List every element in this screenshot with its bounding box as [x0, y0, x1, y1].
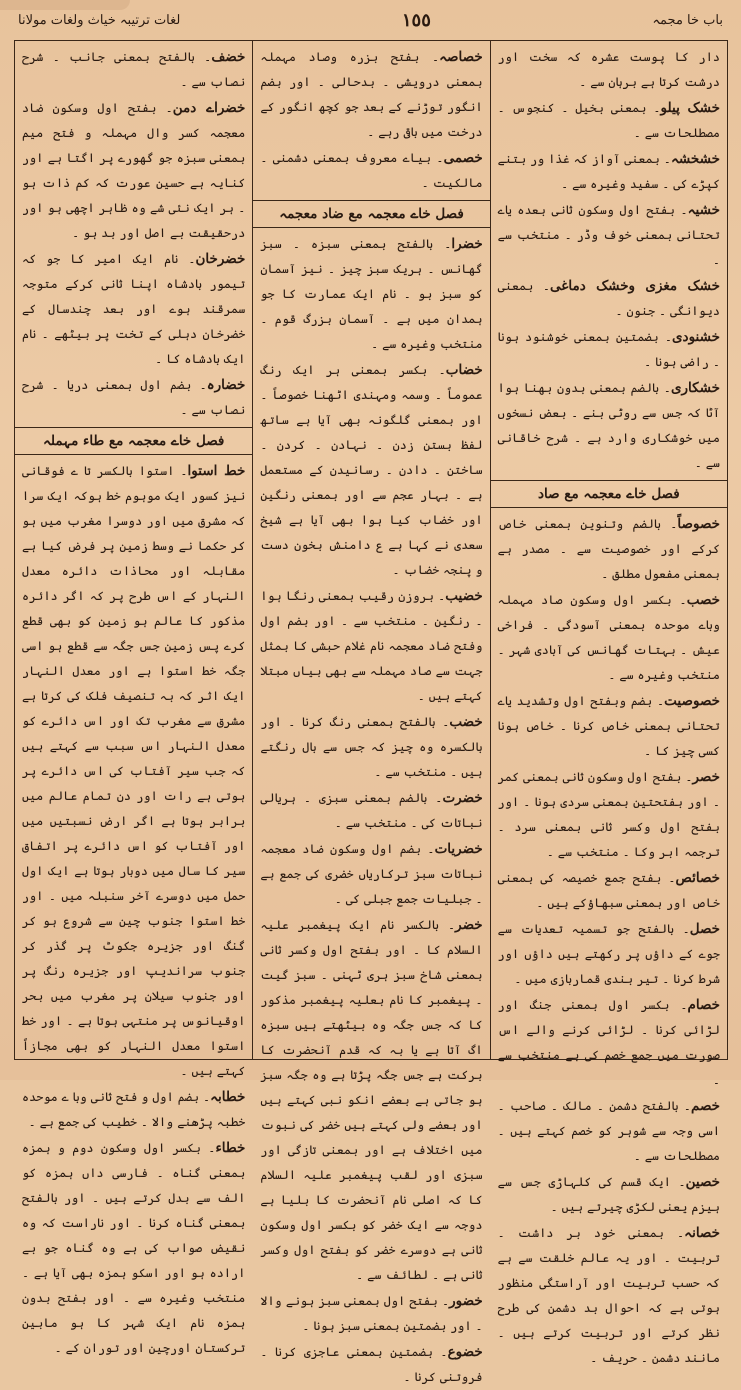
entry-headword: خضرا — [451, 236, 483, 252]
entry-headword: خصام — [687, 997, 720, 1013]
entry-definition: ۔ بضم وبفتح اول وتشدید یاے تحتانی بمعنی خاص کرنا ۔ خاص ہونا کسی چیز کا ۔ — [497, 694, 720, 758]
entry-headword: خضف — [211, 49, 246, 65]
entry-headword: خصین — [685, 1174, 720, 1190]
dictionary-entry — [260, 584, 482, 709]
entry-definition: ۔ بفتح جمع خصیصہ کی بمعنی خاص اور بمعنی سبھاؤکے ہیں ۔ — [497, 871, 720, 910]
entry-definition: ۔ بالفتح بمعنی سبزہ ۔ سبز گھانس ۔ ہریک سبز چیز ۔ نیز آسمان کو سبز بو ۔ نام ایک عمارت کا جو ہمدان میں ہے ۔ آسمان بزرگ قوم ۔ منتخب وغیرہ سے ۔ — [260, 237, 483, 351]
dictionary-entry — [498, 325, 720, 375]
entry-headword: خصانہ — [684, 1225, 720, 1241]
entry-definition: ۔ بفتح اول وسکون ضاد معجمہ کسر وال مہملہ و فتح میم بمعنی سبزہ جو گھورے پر اگتا ہے اور کنایہ ہے حسین عورت کہ کم ذات ہو ۔ ہر ایک نئی شے وہ ظاہر اچھی ہو اور درحقیقت بے اصل اور بد ہو ۔ — [22, 101, 246, 240]
entry-definition: ۔ بضم اول بمعنی دریا ۔ شرح نصاب سے ۔ — [22, 378, 246, 417]
dictionary-entry — [498, 689, 720, 764]
entry-definition: ۔ بالفتح دشمن ۔ مالک ۔ صاحب ۔ اسی وجہ سے شوہر کو خصم کہتے ہیں ۔ مصطلحات سے ۔ — [497, 1099, 720, 1163]
entry-definition: ۔ بضم اول وسکون ضاد معجمہ نباتات سبز ترکاریاں خضری کی جمع ہے ۔ جبلیات جمع جبلی کی ۔ — [260, 842, 483, 906]
dictionary-entry — [260, 786, 482, 836]
page-number: ١٥٥ — [401, 9, 431, 31]
entry-definition: ۔ بالکسر نام ایک پیغمبر علیہ السلام کا ۔ اور بفتح اول وکسر ثانی بمعنی شاخ سبز ہری ٹہنی ۔ سبز گیت ۔ پیغمبر کا نام بعلیہ پیغمبر مذکور کا کہ جس جگہ وہ بیٹھتے ہیں سبزہ اگ آتا ہے یا بہ کہ قدم آنحضرت کا برکت ہے جس جگہ پڑتا ہے وہ جگہ سبز ہو جاتی ہے بعضے انکو نبی کہتے ہیں اور بعضے ولی کہتے ہیں خضر کی نبوت میں اختلاف ہے اور بمعنی تازگی اور سبزی اور لقب پیغمبر علیہ السلام کا کہ اصلی نام آنحضرت کا بلیا ہے دوجہ سے ایک خضر کو بکسر اول وسکون ثانی ہے دوسرے خضر کو بفتح اول وکسر ثانی ہے ۔ لطائف سے ۔ — [260, 918, 483, 1282]
column-right — [490, 41, 727, 1365]
entry-definition: ۔ ایک قسم کی کلہاڑی جس سے ہیزم یعنی لکڑی چیرتے ہیں ۔ — [497, 1175, 720, 1214]
dictionary-entry — [22, 459, 245, 1084]
entry-definition: ۔ بالفتح بمعنی جانب ۔ شرح نصاب سے ۔ — [22, 50, 246, 89]
entry-definition: ۔ بضمتین بمعنی خوشنود ہونا ۔ راضی ہونا ۔ — [497, 330, 720, 369]
entry-headword: خضاب — [445, 362, 483, 378]
entry-headword: خشنودی — [671, 329, 720, 345]
entry-headword: خشک پیلو — [660, 100, 720, 116]
entry-headword: خط استوا — [187, 463, 246, 479]
entry-definition: ۔ بالفتح جو تسمیہ تعدیات سے جوے کے داؤں پر رکھتے ہیں داؤں اور شرط کرنا ۔ تیر بندی قماربازی میں ۔ — [497, 922, 720, 986]
dictionary-entry — [498, 765, 720, 865]
dictionary-entry — [260, 146, 482, 196]
entry-definition: ۔ بفتح اول بمعنی سبز ہونے والا ۔ اور بضمتین بمعنی سبز ہونا ۔ — [260, 1294, 483, 1333]
entry-definition: ۔ بمعنی خود بر داشت ۔ تربیت ۔ اور یہ عالم خلقت سے ہے کہ حسب تربیت اور آراستگی منظور ہوتی ہے کہ احوال بد دشمن کی طرح نظر کرتے اور تربیت کرتے ہیں ۔ مانند دشمن ۔ حریف ۔ — [497, 1226, 720, 1365]
dictionary-entry — [498, 993, 720, 1093]
dictionary-entry — [22, 96, 245, 246]
continuation-text — [498, 45, 720, 95]
entry-definition: ۔ بکسر اول وسکون صاد مہملہ وباے موحدہ بمعنی آسودگی ۔ فراخی عیش ۔ بہتات گھانس کی آبادی شہر ۔ منتخب وغیرہ سے ۔ — [497, 593, 720, 682]
entry-definition: دار کا پوست عشرہ کہ سخت اور درشت کرتا ہے برہان سے ۔ — [497, 50, 720, 89]
entry-headword: خصمی — [443, 150, 483, 166]
column-middle — [252, 41, 489, 1384]
entry-headword: خصوصیت — [664, 693, 720, 709]
entry-headword: خصب — [686, 592, 720, 608]
dictionary-entry — [498, 512, 720, 587]
entry-headword: خصائص — [675, 870, 720, 886]
entry-headword: خضرخان — [195, 251, 246, 267]
entry-definition: ۔ بالضم بمعنی سبزی ۔ ہریالی نباتات کی ۔ منتخب سے ۔ — [260, 791, 483, 830]
dictionary-entry — [498, 588, 720, 688]
dictionary-entry — [498, 1221, 720, 1371]
dictionary-entry — [260, 710, 482, 785]
dictionary-entry — [22, 247, 245, 372]
entry-headword: خضر — [455, 917, 483, 933]
dictionary-entry — [498, 376, 720, 476]
entry-headword: خصوصاً — [677, 516, 720, 532]
column-left — [15, 41, 252, 1355]
dictionary-entry — [260, 1289, 482, 1339]
entry-definition: ۔ بکسر اول وسکون دوم و ہمزہ بمعنی گناہ ۔ فارسی داں ہمزہ کو الف سے بدل کرتے ہیں ۔ اور بالفتح بمعنی گناہ کرنا ۔ اور ناراست کہ وہ نقیض صواب کی ہے وہ گناہ جو بے ارادہ ہو اور اسکو ہمزہ بھی آیا ہے ۔ منتخب وغیرہ سے ۔ اور بفتح بدون ہمزہ نام ایک شہر کا ہو مابین ترکستان اورچین اور توران کے ۔ — [22, 1141, 246, 1355]
section-heading: فصل خاے معجمہ مع صاد — [491, 480, 727, 508]
dictionary-entry — [498, 274, 720, 324]
dictionary-entry — [260, 232, 482, 357]
entry-definition: ۔ بفتح بزرہ وصاد مہملہ بمعنی درویشی ۔ بدحالی ۔ اور بضم انگور توڑنے کے بعد جو کچھ انگور کے درخت میں باقی رہے ۔ — [260, 50, 483, 139]
dictionary-entry — [22, 1136, 245, 1361]
dictionary-entry — [22, 1085, 245, 1135]
entry-headword: خضب — [449, 714, 483, 730]
entry-headword: خضوع — [447, 1344, 483, 1360]
entry-definition: ۔ بضم اول و فتح ثانی وبا ے موحدہ خطبہ پڑھنے والا ۔ خطیب کی جمع ہے ۔ — [22, 1090, 246, 1129]
dictionary-entry — [260, 358, 482, 583]
dictionary-entry — [260, 1340, 482, 1390]
section-heading: فصل خاے معجمہ مع ضاد معجمہ — [253, 200, 489, 228]
entry-headword: خضراے دمن — [172, 100, 246, 116]
entry-definition: ۔ بفتح اول وسکون ثانی بعدہ یاے تحتانی بمعنی خوف وڈر ۔ منتخب سے ۔ — [497, 203, 720, 267]
entry-headword: خصم — [690, 1098, 720, 1114]
dictionary-entry — [498, 866, 720, 916]
entry-headword: خضریات — [434, 841, 483, 857]
entry-headword: خطاء — [215, 1140, 246, 1156]
entry-definition: ۔ بالفتح بمعنی رنگ کرنا ۔ اور بالکسرہ وہ چیز کہ جس سے بال رنگتے ہیں ۔ منتخب سے ۔ — [260, 715, 483, 779]
entry-headword: خضرت — [442, 790, 483, 806]
header-right-text: باب خا مجمہ — [652, 12, 723, 28]
entry-headword: خصل — [689, 921, 720, 937]
section-heading: فصل خاے معجمہ مع طاء مہملہ — [15, 427, 252, 455]
entry-definition: ۔ نام ایک امیر کا جو کہ تیمور بادشاہ اپنا ثانی کرکے متوجہ سمرقند ہوے اور بعد چندسال کے خضرخان دہلی کے تخت پر بیٹھے ۔ نام ایک بادشاہ کا ۔ — [22, 252, 246, 366]
dictionary-entry — [498, 96, 720, 146]
dictionary-entry — [260, 913, 482, 1288]
entry-headword: خشک مغزی وخشک دماغی — [550, 278, 720, 294]
dictionary-entry — [22, 373, 245, 423]
entry-headword: خصاصہ — [439, 49, 483, 65]
entry-definition: ۔ بمعنی آواز کہ غذا ور بتنے کپڑے کی ۔ سفید وغیرہ سے ۔ — [497, 152, 720, 191]
entry-definition: ۔ بالضم وتنوین بمعنی خاص کرکے اور خصوصیت سے ۔ مصدر ہے بمعنی مفعول مطلق ۔ — [497, 517, 720, 581]
entry-definition: ۔ بکسر اول بمعنی جنگ اور لڑائی کرنا ۔ لڑائی کرنے والے اس صورت میں جمع خصم کی ہے منتخب سے ۔ — [497, 998, 720, 1087]
header-left-text: لغات ترتیبہ خیاث ولغات مولانا — [18, 12, 181, 28]
entry-headword: خشیہ — [687, 202, 720, 218]
entry-definition: ۔ بمعنی بخیل ۔ کنجوس ۔ مصطلحات سے ۔ — [497, 101, 720, 140]
dictionary-entry — [260, 45, 482, 145]
entry-definition: ۔ بروزن رقیب بمعنی رنگا ہوا ۔ رنگین ۔ منتخب سے ۔ اور بضم اول وفتح ضاد معجمہ نام غلام حبشی کا بمثل جہت سے صاد مہملہ سے بھی بیاں مبتلا کہتے ہیں ۔ — [260, 589, 483, 703]
entry-headword: خضیب — [445, 588, 483, 604]
entry-headword: خضارہ — [206, 377, 246, 393]
entry-definition: ۔ بیاے معروف بمعنی دشمنی ۔ مالکیت ۔ — [260, 151, 483, 190]
columns-frame — [14, 40, 728, 1384]
entry-headword: خطابہ — [210, 1089, 246, 1105]
dictionary-entry — [260, 837, 482, 912]
entry-definition: ۔ بالضم بمعنی بدون بھنا ہوا آٹا کہ جس سے روٹی بنے ۔ بعض نسخوں میں خوشکاری وارد ہے ۔ شرح خاقانی سے ۔ — [497, 381, 720, 470]
dictionary-entry — [498, 198, 720, 273]
entry-headword: خضور — [449, 1293, 483, 1309]
page-header — [0, 0, 741, 40]
entry-headword: خشخشہ — [670, 151, 720, 167]
entry-definition: ۔ بمعنی دیوانگی ۔ جنون ۔ — [497, 279, 720, 318]
entry-definition: ۔ استوا بالکسر تا ے فوقانی نیز کسور ایک موہوم خط ہوکہ ایک سرا کہ مشرق میں اور دوسرا مغرب میں ہو کر حکما نے وسط زمین پر فرض کیا ہے مقابلہ اور محاذات دائرہ معدل النہار کے اس طرح پر کہ اگر دائرہ مذکور کا عالم ہو زمین کو بھی قطع کرے پس زمین جس جگہ سے قطع ہو اسی جگہ خط استوا ہے اور معدل النہار ایک اثر کہ بہ تنصیف فلک کی کرتا ہے مشرق سے مغرب تک اور اس دائرے کو معدل النہار اس سبب سے کہتے ہیں کہ جب سیر آفتاب کی اس دائرے پر ہوتی ہے رات اور دن تمام عالم میں برابر ہوتا ہے اگر ارض نسبتیں میں اور آفتاب کو اس دائرے پر اتفاق سیر کا سال میں دوبار ہوتا ہے ایک اول حمل میں دوسرے آخر سنبلہ میں ۔ اور خط استوا جنوب چین سے شروع ہو کر گنگ اور جزیرہ جکوٹ پر گذر کر جنوب سراندیپ اور جزیرہ رنگ پر اور جنوب سیلان پر مغرب میں بحر اوقیانوس پر منتہی ہوتا ہے ۔ اور خط استوا معدل النہار کو بھی مجازاً کہتے ہیں ۔ — [22, 464, 246, 1078]
entry-headword: خصر — [692, 769, 720, 785]
entry-definition: ۔ بکسر بمعنی ہر ایک رنگ عموماً ۔ وسمہ ومہندی اٹھنا خصوصاً ۔ اور بمعنی گلگونہ بھی آیا ہے ساتھ لفظ بستن زدن ۔ نہادن ۔ کردن ۔ ساختن ۔ دادن ۔ رسانیدن کے مستعمل ہے ۔ بہار عجم سے اور بمعنی رنگین اور خضاب کیا ہوا بھی آیا ہے شیخ سعدی نے کہا ہے ع دامنش بخون دست و پنجہ خضاب ۔ — [260, 363, 483, 577]
dictionary-entry — [22, 45, 245, 95]
dictionary-entry — [498, 1094, 720, 1169]
entry-headword: خشکاری — [670, 380, 720, 396]
dictionary-entry — [498, 917, 720, 992]
dictionary-entry — [498, 1170, 720, 1220]
dictionary-entry — [498, 147, 720, 197]
entry-definition: ۔ بفتح اول وسکون ثانی بمعنی کمر ۔ اور بفتحتین بمعنی سردی ہونا ۔ اور بفتح اول وکسر ثانی بمعنی سرد ۔ ترجمہ ابر وکا ۔ منتخب سے ۔ — [497, 770, 720, 859]
entry-definition: ۔ بضمتین بمعنی عاجزی کرنا ۔ فروتنی کرنا ۔ — [260, 1345, 483, 1384]
